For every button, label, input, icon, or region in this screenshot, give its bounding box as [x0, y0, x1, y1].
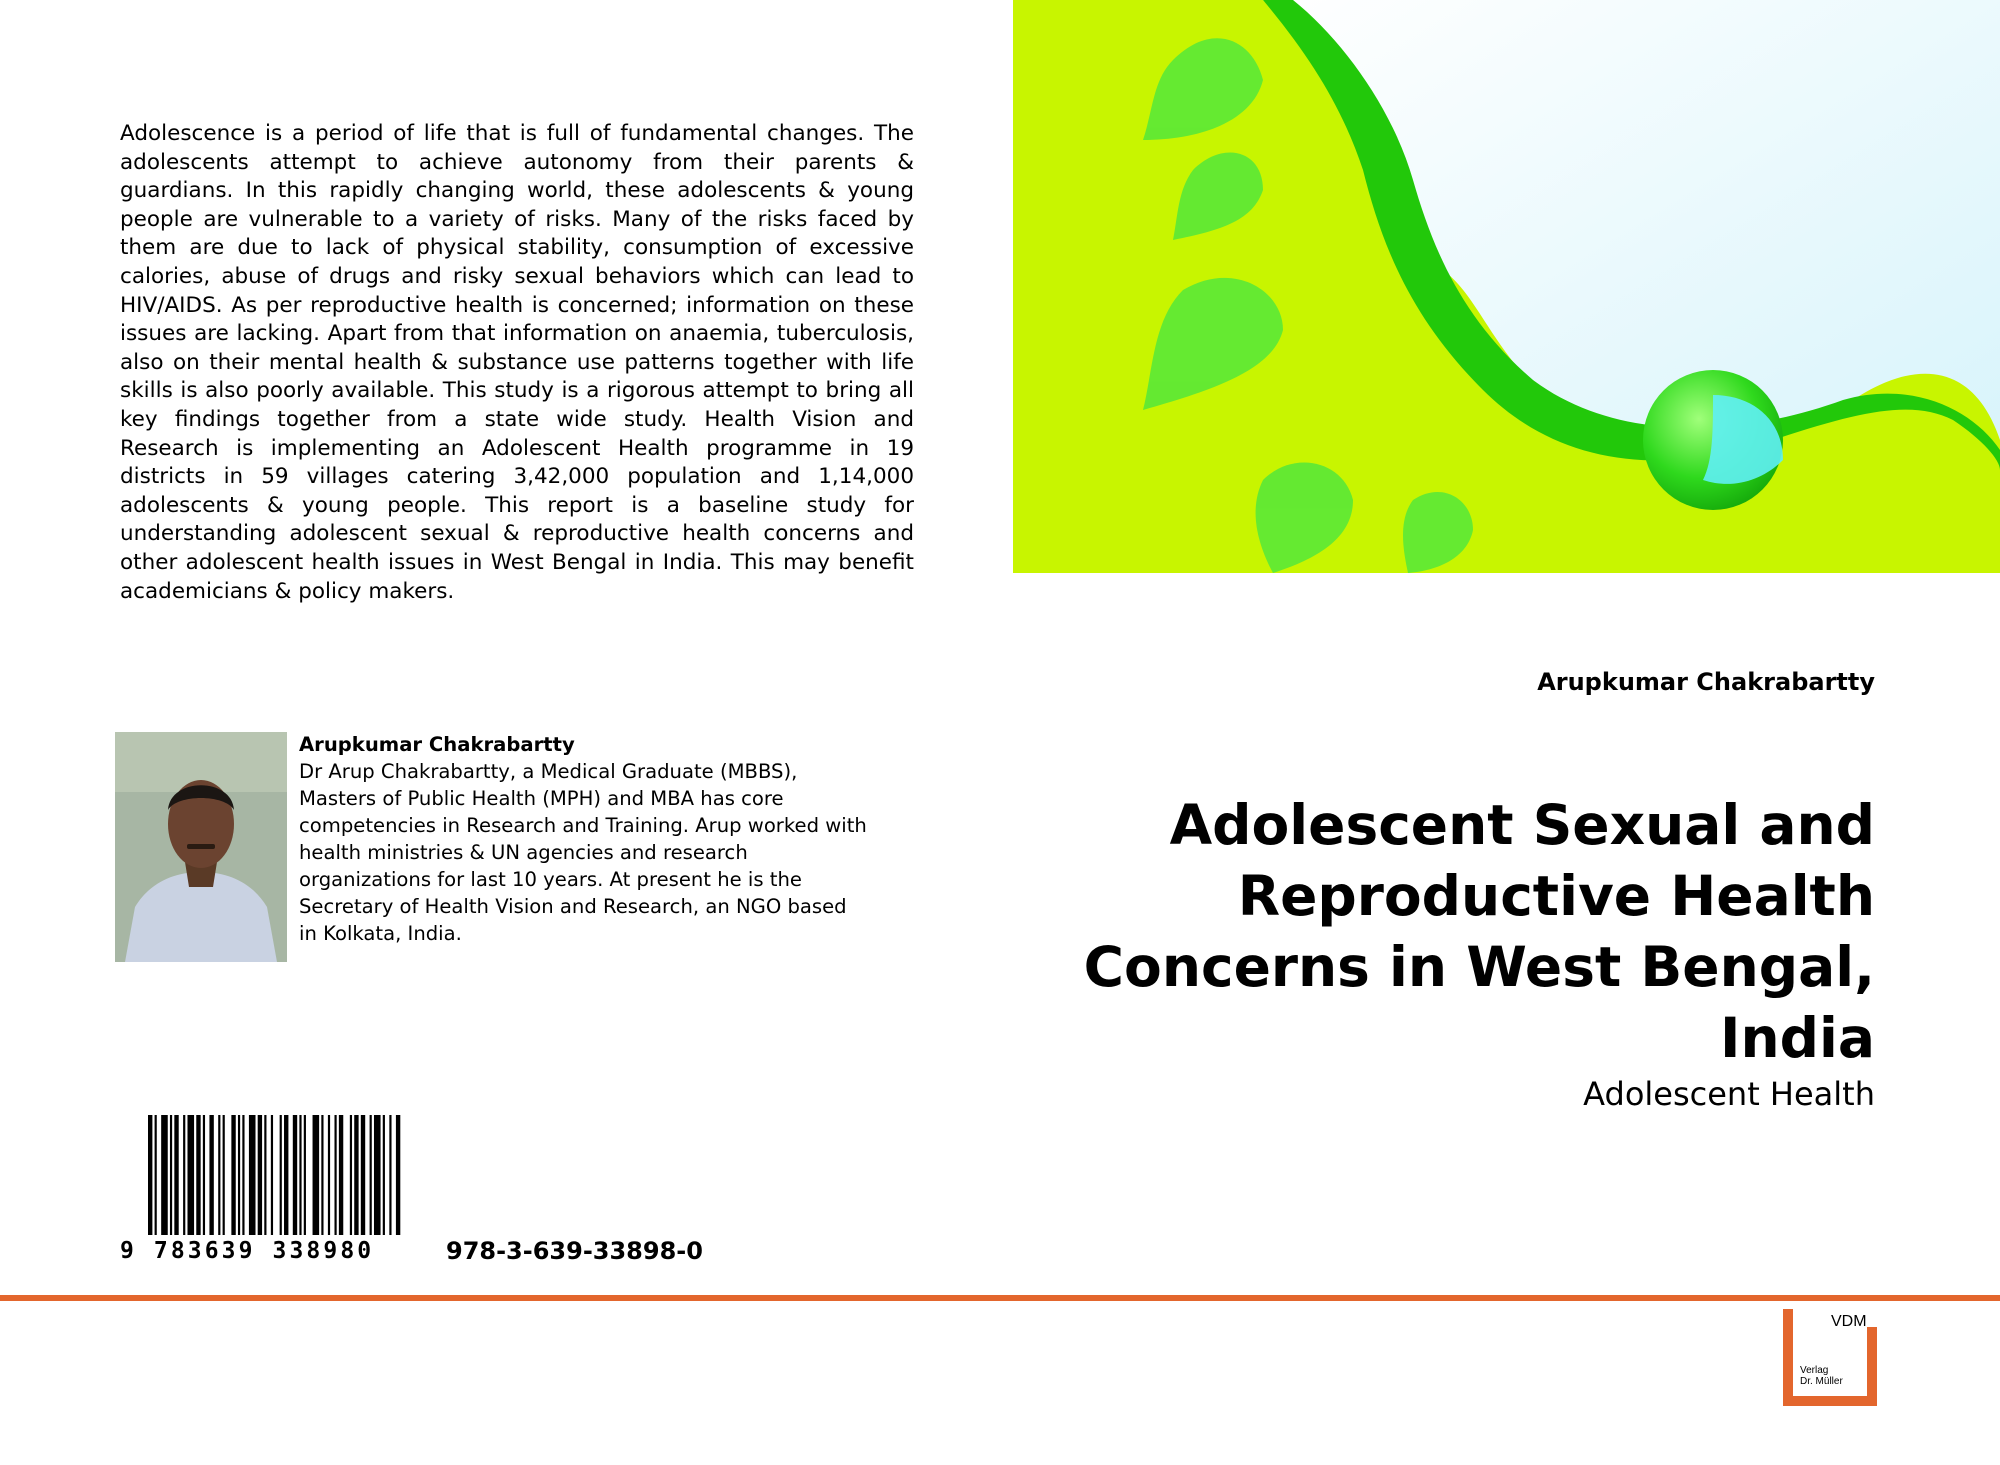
- isbn-barcode: [120, 1115, 420, 1267]
- barcode-bar: [242, 1115, 244, 1235]
- barcode-bars: [148, 1115, 533, 1235]
- barcode-bar: [161, 1115, 168, 1235]
- author-photo: [115, 732, 287, 962]
- barcode-bar: [223, 1115, 225, 1235]
- publisher-logo: [1783, 1309, 1877, 1406]
- barcode-bar: [361, 1115, 365, 1235]
- barcode-bar: [339, 1115, 343, 1235]
- barcode-bar: [354, 1115, 358, 1235]
- book-subtitle: Adolescent Health: [1583, 1075, 1875, 1113]
- barcode-bar: [231, 1115, 235, 1235]
- barcode-bar: [334, 1115, 336, 1235]
- barcode-bar: [238, 1115, 240, 1235]
- barcode-bar: [183, 1115, 185, 1235]
- book-title: Adolescent Sexual and Reproductive Health Concerns in West Bengal, India: [1083, 793, 1875, 1070]
- barcode-bar: [374, 1115, 381, 1235]
- barcode-bar: [293, 1115, 297, 1235]
- barcode-bar: [383, 1115, 385, 1235]
- barcode-digits: 9 783639 338980: [120, 1238, 375, 1264]
- author-bio: [299, 731, 869, 947]
- barcode-bar: [209, 1115, 213, 1235]
- barcode-bar: [258, 1115, 262, 1235]
- barcode-bar: [155, 1115, 157, 1235]
- bio-author-name: Arupkumar Chakrabartty: [299, 733, 575, 756]
- barcode-bar: [187, 1115, 194, 1235]
- barcode-bar: [284, 1115, 288, 1235]
- barcode-bar: [148, 1115, 152, 1235]
- barcode-bar: [196, 1115, 200, 1235]
- barcode-bar: [350, 1115, 352, 1235]
- barcode-bar: [321, 1115, 323, 1235]
- barcode-bar: [370, 1115, 372, 1235]
- publisher-logo-subtext: Verlag Dr. Müller: [1800, 1365, 1843, 1387]
- front-author-name: Arupkumar Chakrabartty: [1537, 668, 1875, 696]
- barcode-bar: [313, 1115, 320, 1235]
- barcode-bar: [389, 1115, 391, 1235]
- barcode-bar: [304, 1115, 306, 1235]
- barcode-bar: [396, 1115, 400, 1235]
- back-cover-blurb: Adolescence is a period of life that is full of fundamental changes. The adolescents attempt to achieve autonomy from their parents & guardians. In this rapidly changing world, these adolescents & young people are vulnerable to a variety of risks. Many of the risks faced by them are due to lack of physical stability, consumption of excessive calories, abuse of drugs and risky sexual behaviors which can lead to HIV/AIDS. As per reproductive health is concerned; information on these issues are lacking. Apart from that information on anaemia, tuberculosis, also on their mental health & substance use patterns together with life skills is also poorly available. This study is a rigorous attempt to bring all key findings together from a state wide study. Health Vision and Research is implementing an Adolescent Health programme in 19 districts in 59 villages catering 3,42,000 population and 1,14,000 adolescents & young people. This report is a baseline study for understanding adolescent sexual & reproductive health concerns and other adolescent health issues in West Bengal in India. This may benefit academicians & policy makers.: [120, 121, 914, 604]
- barcode-bar: [249, 1115, 256, 1235]
- cover-illustration: [1013, 0, 2000, 573]
- barcode-bar: [280, 1115, 282, 1235]
- barcode-bar: [264, 1115, 266, 1235]
- barcode-bar: [299, 1115, 301, 1235]
- bio-text: Dr Arup Chakrabartty, a Medical Graduate (MBBS), Masters of Public Health (MPH) and MBA has core competencies in Research and Training. Arup worked with health ministries & UN agencies and research organizations for last 10 years. At present he is the Secretary of Health Vision and Research, an NGO based in Kolkata, India.: [299, 760, 867, 945]
- barcode-bar: [271, 1115, 273, 1235]
- isbn-number: 978-3-639-33898-0: [446, 1237, 703, 1265]
- barcode-bar: [170, 1115, 172, 1235]
- barcode-bar: [174, 1115, 178, 1235]
- barcode-bar: [218, 1115, 220, 1235]
- publisher-logo-text: VDM: [1831, 1313, 1867, 1330]
- orange-rule: [0, 1295, 2000, 1301]
- barcode-bar: [328, 1115, 330, 1235]
- barcode-bar: [203, 1115, 205, 1235]
